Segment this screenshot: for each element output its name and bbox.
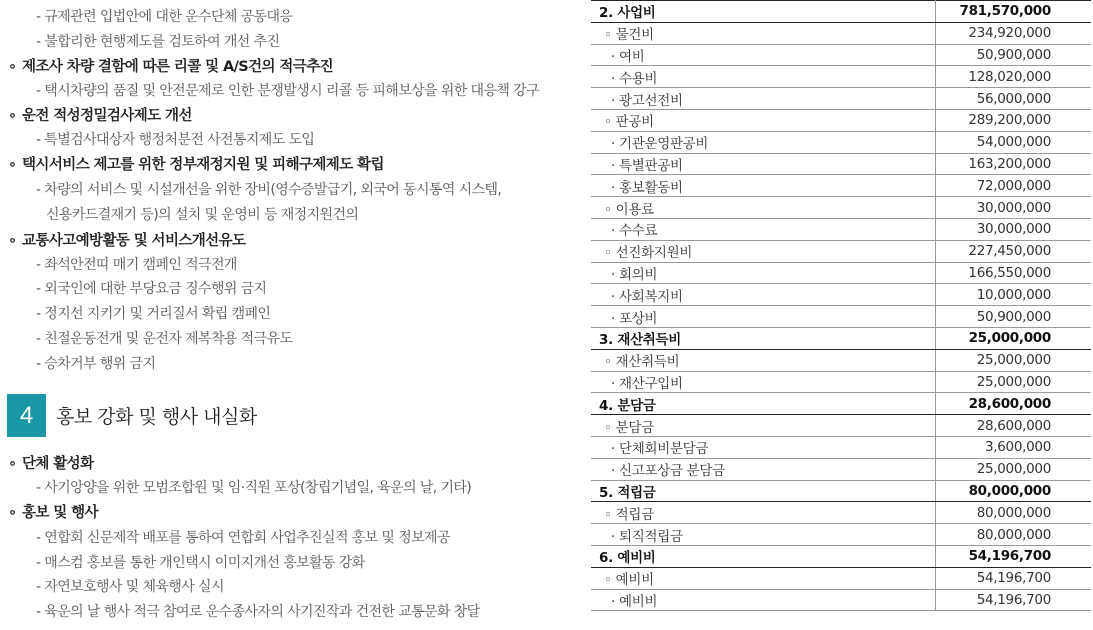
budget-row xyxy=(591,436,1091,458)
bullet-icon: ∘ xyxy=(8,59,17,75)
budget-item-amount: 54,196,700 xyxy=(936,589,1092,611)
budget-item-name: · 수수료 xyxy=(591,218,936,240)
budget-item-amount: 80,000,000 xyxy=(936,480,1092,502)
section-title: 홍보 강화 및 행사 내실화 xyxy=(56,406,257,428)
budget-item-amount: 56,000,000 xyxy=(936,88,1092,110)
budget-row xyxy=(591,262,1091,284)
budget-row xyxy=(591,502,1091,524)
budget-item-name: ◦ 이용료 xyxy=(591,197,936,219)
plan-item: - 택시차량의 품질 및 안전문제로 인한 분쟁발생시 리콜 등 피해보상을 위한 대응책 강구 xyxy=(36,83,539,99)
budget-row xyxy=(591,240,1091,262)
plan-heading: ∘ 단체 활성화 xyxy=(8,456,94,472)
budget-item-name: ◦ 물건비 xyxy=(591,22,936,44)
budget-item-name: ◦ 재산취득비 xyxy=(591,349,936,371)
plan-heading: ∘ 홍보 및 행사 xyxy=(8,505,98,521)
budget-row xyxy=(591,66,1091,88)
plan-item: - 규제관련 입법안에 대한 운수단체 공동대응 xyxy=(36,9,293,25)
plan-heading: ∘ 교통사고예방활동 및 서비스개선유도 xyxy=(8,233,246,249)
budget-item-amount: 50,900,000 xyxy=(936,44,1092,66)
budget-row xyxy=(591,458,1091,480)
budget-item-name: ◦ 예비비 xyxy=(591,567,936,589)
plan-item: - 정지선 지키기 및 거리질서 확립 캠페인 xyxy=(36,306,271,322)
plan-item: - 사기앙양을 위한 모범조합원 및 임·직원 포상(창립기념일, 육운의 날, 기타) xyxy=(36,480,472,496)
budget-item-name: ◦ 분담금 xyxy=(591,415,936,437)
bullet-icon: ∘ xyxy=(8,456,17,472)
budget-item-amount: 234,920,000 xyxy=(936,22,1092,44)
budget-row xyxy=(591,480,1091,502)
budget-item-name: · 여비 xyxy=(591,44,936,66)
budget-item-amount: 80,000,000 xyxy=(936,524,1092,546)
budget-row xyxy=(591,327,1091,349)
budget-row xyxy=(591,44,1091,66)
plan-item: - 친절운동전개 및 운전자 제복착용 적극유도 xyxy=(36,331,293,347)
budget-item-amount: 781,570,000 xyxy=(936,1,1092,23)
budget-item-name: · 예비비 xyxy=(591,589,936,611)
budget-row xyxy=(591,589,1091,611)
plan-item: - 차량의 서비스 및 시설개선을 위한 장비(영수증발급기, 외국어 동시통역 시스템, xyxy=(36,182,502,198)
plan-heading: ∘ 택시서비스 제고를 위한 정부재정지원 및 피해구제제도 확립 xyxy=(8,157,384,173)
budget-item-name: · 광고선전비 xyxy=(591,88,936,110)
budget-item-amount: 50,900,000 xyxy=(936,306,1092,328)
budget-item-amount: 289,200,000 xyxy=(936,109,1092,131)
budget-item-name: · 회의비 xyxy=(591,262,936,284)
plan-item: - 특별검사대상자 행정처분전 사전통지제도 도입 xyxy=(36,132,315,148)
budget-table xyxy=(591,0,1091,611)
budget-item-amount: 28,600,000 xyxy=(936,415,1092,437)
budget-item-name: ◦ 판공비 xyxy=(591,109,936,131)
budget-row xyxy=(591,22,1091,44)
plan-heading: ∘ 제조사 차량 결함에 따른 리콜 및 A/S건의 적극추진 xyxy=(8,59,334,75)
budget-row xyxy=(591,175,1091,197)
budget-item-name: 5. 적립금 xyxy=(591,480,936,502)
budget-row xyxy=(591,218,1091,240)
budget-row xyxy=(591,109,1091,131)
plan-item: - 불합리한 현행제도를 검토하여 개선 추진 xyxy=(36,34,280,50)
bullet-icon: ∘ xyxy=(8,233,17,249)
budget-row xyxy=(591,545,1091,567)
budget-row xyxy=(591,393,1091,415)
plan-item: - 육운의 날 행사 적극 참여로 운수종사자의 사기진작과 건전한 교통문화 창달 xyxy=(36,604,480,620)
section-number-badge: 4 xyxy=(7,394,46,437)
budget-item-name: · 수용비 xyxy=(591,66,936,88)
budget-row xyxy=(591,1,1091,23)
budget-item-name: 3. 재산취득비 xyxy=(591,327,936,349)
budget-item-amount: 54,196,700 xyxy=(936,567,1092,589)
budget-item-name: · 사회복지비 xyxy=(591,284,936,306)
plan-item: - 외국인에 대한 부당요금 징수행위 금지 xyxy=(36,281,267,297)
budget-item-amount: 72,000,000 xyxy=(936,175,1092,197)
budget-item-name: ◦ 선진화지원비 xyxy=(591,240,936,262)
budget-row xyxy=(591,88,1091,110)
budget-item-name: 2. 사업비 xyxy=(591,1,936,23)
budget-item-name: · 퇴직적립금 xyxy=(591,524,936,546)
budget-item-amount: 227,450,000 xyxy=(936,240,1092,262)
budget-item-amount: 25,000,000 xyxy=(936,458,1092,480)
budget-item-amount: 163,200,000 xyxy=(936,153,1092,175)
budget-item-amount: 25,000,000 xyxy=(936,349,1092,371)
plan-item: - 연합회 신문제작 배포를 통하여 연합회 사업추진실적 홍보 및 정보제공 xyxy=(36,530,450,546)
budget-row xyxy=(591,306,1091,328)
budget-item-name: · 포상비 xyxy=(591,306,936,328)
budget-item-name: · 기관운영판공비 xyxy=(591,131,936,153)
budget-item-amount: 30,000,000 xyxy=(936,218,1092,240)
plan-item: 신용카드결재기 등)의 설치 및 운영비 등 재정지원건의 xyxy=(46,207,359,223)
budget-row xyxy=(591,371,1091,393)
budget-item-name: · 단체회비분담금 xyxy=(591,436,936,458)
budget-item-amount: 54,000,000 xyxy=(936,131,1092,153)
budget-item-name: · 신고포상금 분담금 xyxy=(591,458,936,480)
budget-item-amount: 10,000,000 xyxy=(936,284,1092,306)
budget-item-name: · 특별판공비 xyxy=(591,153,936,175)
plan-item: - 매스컴 홍보를 통한 개인택시 이미지개선 홍보활동 강화 xyxy=(36,555,365,571)
budget-item-amount: 28,600,000 xyxy=(936,393,1092,415)
budget-item-amount: 3,600,000 xyxy=(936,436,1092,458)
budget-item-amount: 128,020,000 xyxy=(936,66,1092,88)
plan-item: - 좌석안전띠 매기 캠페인 적극전개 xyxy=(36,257,237,273)
budget-item-amount: 25,000,000 xyxy=(936,371,1092,393)
budget-item-amount: 80,000,000 xyxy=(936,502,1092,524)
plan-item: - 자연보호행사 및 체육행사 실시 xyxy=(36,579,224,595)
budget-row xyxy=(591,153,1091,175)
budget-item-name: · 홍보활동비 xyxy=(591,175,936,197)
budget-item-name: 6. 예비비 xyxy=(591,545,936,567)
bullet-icon: ∘ xyxy=(8,157,17,173)
budget-item-amount: 54,196,700 xyxy=(936,545,1092,567)
budget-row xyxy=(591,567,1091,589)
budget-row xyxy=(591,131,1091,153)
budget-row xyxy=(591,349,1091,371)
section-header xyxy=(7,394,257,437)
plan-item: - 승차거부 행위 금지 xyxy=(36,356,156,372)
budget-row xyxy=(591,415,1091,437)
budget-table-body xyxy=(591,1,1091,611)
budget-item-name: 4. 분담금 xyxy=(591,393,936,415)
plan-heading: ∘ 운전 적성정밀검사제도 개선 xyxy=(8,108,192,124)
budget-row xyxy=(591,524,1091,546)
bullet-icon: ∘ xyxy=(8,108,17,124)
budget-item-amount: 166,550,000 xyxy=(936,262,1092,284)
budget-row xyxy=(591,197,1091,219)
budget-item-amount: 25,000,000 xyxy=(936,327,1092,349)
budget-item-name: ◦ 적립금 xyxy=(591,502,936,524)
bullet-icon: ∘ xyxy=(8,505,17,521)
budget-item-amount: 30,000,000 xyxy=(936,197,1092,219)
budget-row xyxy=(591,284,1091,306)
budget-item-name: · 재산구입비 xyxy=(591,371,936,393)
